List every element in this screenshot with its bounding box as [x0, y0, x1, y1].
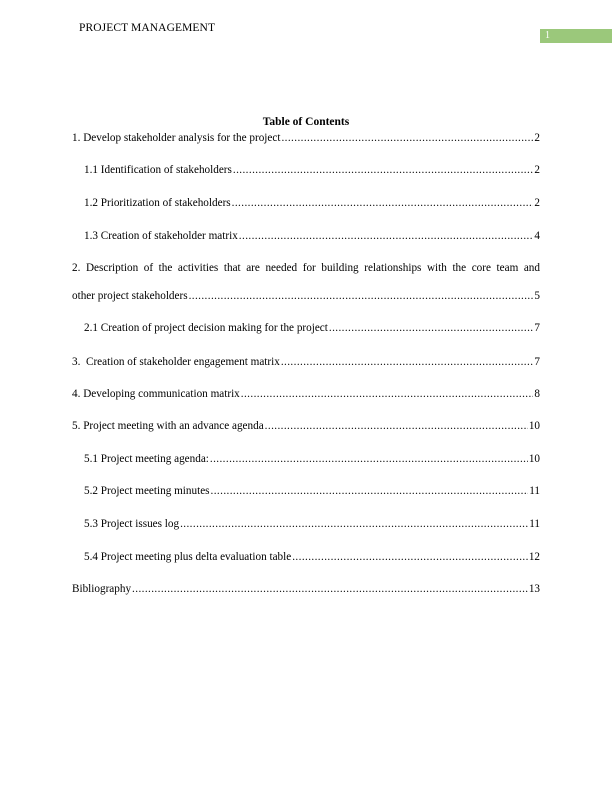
toc-entry-5-4[interactable]: [84, 550, 540, 564]
dot-leader: [281, 355, 534, 369]
toc-entry-label: 1.3 Creation of stakeholder matrix: [84, 230, 238, 242]
toc-entry-label: 5.2 Project meeting minutes: [84, 485, 210, 497]
toc-entry-label: Bibliography: [72, 583, 132, 595]
toc-title: Table of Contents: [262, 116, 350, 128]
dot-leader: [241, 387, 534, 401]
dot-leader: [132, 582, 528, 596]
toc-entry-label: 4. Developing communication matrix: [72, 388, 240, 400]
toc-entry-label: 5.4 Project meeting plus delta evaluation table: [84, 551, 292, 563]
toc-entry-5-2[interactable]: [84, 484, 540, 498]
toc-entry-1[interactable]: [72, 131, 540, 145]
toc-entry-label: 5.3 Project issues log: [84, 518, 180, 530]
toc-entry-label: 1. Develop stakeholder analysis for the project: [72, 132, 281, 144]
dot-leader: [265, 419, 528, 433]
dot-leader: [292, 550, 528, 564]
toc-entry-2-line1[interactable]: 2. Description of the activities that are needed for building relationships with the core team and: [72, 262, 540, 274]
dot-leader: [180, 517, 528, 531]
dot-leader: [189, 289, 534, 303]
toc-entry-page: 7: [534, 356, 540, 368]
toc-entry-page: 5: [534, 290, 540, 302]
toc-entry-1-1[interactable]: [84, 163, 540, 177]
dot-leader: [211, 484, 529, 498]
dot-leader: [232, 196, 534, 210]
dot-leader: [281, 131, 533, 145]
toc-entry-page: 2: [534, 132, 540, 144]
dot-leader: [233, 163, 534, 177]
toc-entry-label: 1.1 Identification of stakeholders: [84, 164, 232, 176]
toc-entry-page: 7: [534, 322, 540, 334]
toc-entry-label: 2.1 Creation of project decision making for the project: [84, 322, 328, 334]
toc-entry-page: 10: [528, 420, 540, 432]
toc-entry-2-1[interactable]: [84, 321, 540, 335]
toc-entry-page: 4: [534, 230, 540, 242]
toc-entry-label: other project stakeholders: [72, 290, 188, 302]
toc-entry-label: 1.2 Prioritization of stakeholders: [84, 197, 231, 209]
toc-entry-page: 13: [528, 583, 540, 595]
toc-entry-5[interactable]: [72, 419, 540, 433]
toc-entry-page: 8: [534, 388, 540, 400]
toc-entry-5-3[interactable]: [84, 517, 540, 531]
toc-entry-label: 3. Creation of stakeholder engagement matrix: [72, 356, 280, 368]
toc-entry-page: 2: [534, 164, 540, 176]
toc-entry-page: 11: [529, 518, 540, 530]
toc-entry-2[interactable]: [72, 289, 540, 303]
page-number-badge: 1: [540, 29, 612, 43]
toc-entry-label: 5. Project meeting with an advance agenda: [72, 420, 264, 432]
dot-leader: [210, 452, 528, 466]
toc-entry-page: 12: [528, 551, 540, 563]
toc-entry-page: 2: [534, 197, 540, 209]
toc-entry-4[interactable]: [72, 387, 540, 401]
toc-entry-page: 10: [528, 453, 540, 465]
toc-entry-1-2[interactable]: [84, 196, 540, 210]
dot-leader: [329, 321, 534, 335]
toc-entry-3[interactable]: [72, 355, 540, 369]
running-header-title: PROJECT MANAGEMENT: [79, 22, 216, 34]
toc-entry-bibliography[interactable]: [72, 582, 540, 596]
toc-entry-1-3[interactable]: [84, 229, 540, 243]
toc-entry-5-1[interactable]: [84, 452, 540, 466]
toc-entry-label: 5.1 Project meeting agenda:: [84, 453, 209, 465]
dot-leader: [239, 229, 534, 243]
toc-entry-page: 11: [529, 485, 540, 497]
